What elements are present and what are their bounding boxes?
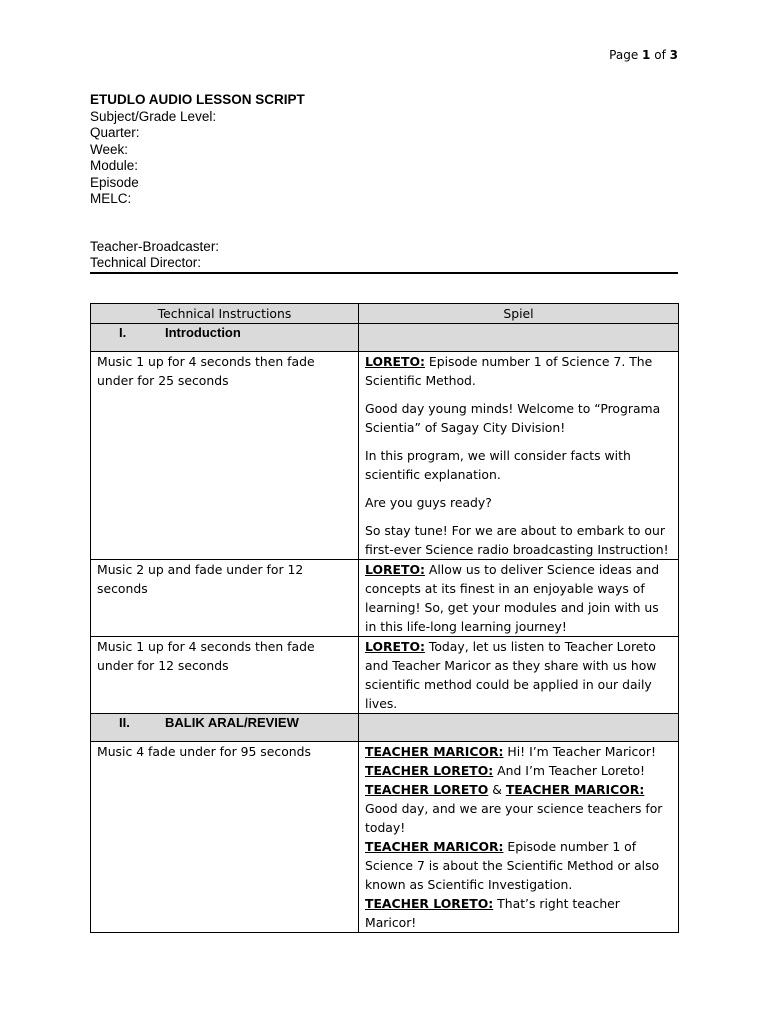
speaker-name: TEACHER MARICOR:	[365, 744, 504, 759]
dialogue-text: Episode number 1 of Science 7 is about the Scientific Method or also known as Scientific Investigation.	[365, 839, 660, 892]
script-header	[90, 92, 678, 272]
ampersand: &	[488, 782, 506, 797]
technical-instruction: Music 1 up for 4 seconds then fade under for 25 seconds	[91, 352, 359, 560]
speaker-name: TEACHER MARICOR:	[365, 839, 504, 854]
spiel-paragraph: Are you guys ready?	[365, 495, 492, 510]
speaker-name: LORETO:	[365, 639, 425, 654]
spiel-text: Episode number 1 of Science 7. The Scientific Method.	[365, 354, 653, 388]
column-header-technical: Technical Instructions	[91, 304, 359, 324]
table-row	[91, 637, 679, 714]
dialogue-text: Hi! I’m Teacher Maricor!	[503, 744, 656, 759]
section-spacer	[359, 714, 679, 742]
section-spacer	[359, 324, 679, 352]
dialogue-text: And I’m Teacher Loreto!	[493, 763, 646, 778]
speaker-name: LORETO:	[365, 562, 425, 577]
spiel-cell	[359, 352, 679, 560]
dialogue-line	[365, 761, 672, 780]
page-label: Page	[609, 48, 639, 62]
header-divider	[90, 272, 678, 274]
speaker-name: TEACHER LORETO:	[365, 763, 494, 778]
field-melc: MELC:	[90, 191, 132, 206]
section-row-review	[91, 714, 679, 742]
section-row-introduction	[91, 324, 679, 352]
spiel-text: Today, let us listen to Teacher Loreto and Teacher Maricor as they share with us how scientific method could be applied in our daily lives.	[365, 639, 657, 711]
spiel-paragraph	[365, 560, 672, 636]
dialogue-line	[365, 894, 672, 932]
section-number: I.	[119, 325, 127, 340]
spiel-cell	[359, 637, 679, 714]
spiel-cell	[359, 560, 679, 637]
field-week: Week:	[90, 141, 129, 157]
speaker-name: TEACHER LORETO	[365, 782, 489, 797]
dialogue-text: Good day, and we are your science teachers for today!	[365, 801, 663, 835]
section-label: Introduction	[165, 325, 241, 340]
field-module: Module:	[90, 158, 139, 173]
field-technical-director: Technical Director:	[90, 255, 202, 270]
table-row	[91, 560, 679, 637]
speaker-name: TEACHER MARICOR:	[505, 782, 645, 797]
table-row	[91, 352, 679, 560]
dialogue-line	[365, 837, 672, 894]
page-total: 3	[669, 48, 678, 62]
table-row	[91, 742, 679, 933]
technical-instruction: Music 4 fade under for 95 seconds	[91, 742, 359, 933]
dialogue-text: That’s right teacher Maricor!	[365, 896, 620, 930]
field-episode: Episode	[90, 174, 139, 190]
spiel-paragraph: In this program, we will consider facts with scientific explanation.	[365, 448, 631, 482]
section-title	[91, 714, 359, 742]
document-title: ETUDLO AUDIO LESSON SCRIPT	[90, 92, 305, 107]
page-indicator	[609, 48, 678, 62]
section-label: BALIK ARAL/REVIEW	[165, 715, 299, 730]
dialogue-line	[365, 742, 672, 761]
spiel-paragraph	[365, 352, 672, 390]
spiel-paragraph: Good day young minds! Welcome to “Programa Scientia” of Sagay City Division!	[365, 401, 661, 435]
spiel-cell	[359, 742, 679, 933]
script-table	[90, 303, 679, 933]
spiel-paragraph	[365, 637, 672, 713]
technical-instruction: Music 1 up for 4 seconds then fade under for 12 seconds	[91, 637, 359, 714]
field-subject-grade: Subject/Grade Level:	[90, 108, 217, 124]
spiel-text: Allow us to deliver Science ideas and concepts at its finest in an enjoyable ways of learning! So, get your modules and join with us in this life-long learning journey!	[365, 562, 660, 634]
section-title	[91, 324, 359, 352]
speaker-name: LORETO:	[365, 354, 425, 369]
technical-instruction: Music 2 up and fade under for 12 seconds	[91, 560, 359, 637]
speaker-name: TEACHER LORETO:	[365, 896, 494, 911]
section-number: II.	[119, 715, 130, 730]
dialogue-line	[365, 780, 672, 837]
table-header-row	[91, 304, 679, 324]
field-teacher-broadcaster: Teacher-Broadcaster:	[90, 238, 220, 254]
field-quarter: Quarter:	[90, 125, 140, 140]
column-header-spiel: Spiel	[359, 304, 679, 324]
page-current: 1	[642, 48, 651, 62]
page-of: of	[654, 48, 666, 62]
spiel-paragraph: So stay tune! For we are about to embark to our first-ever Science radio broadcasting Instruction!	[365, 523, 669, 557]
